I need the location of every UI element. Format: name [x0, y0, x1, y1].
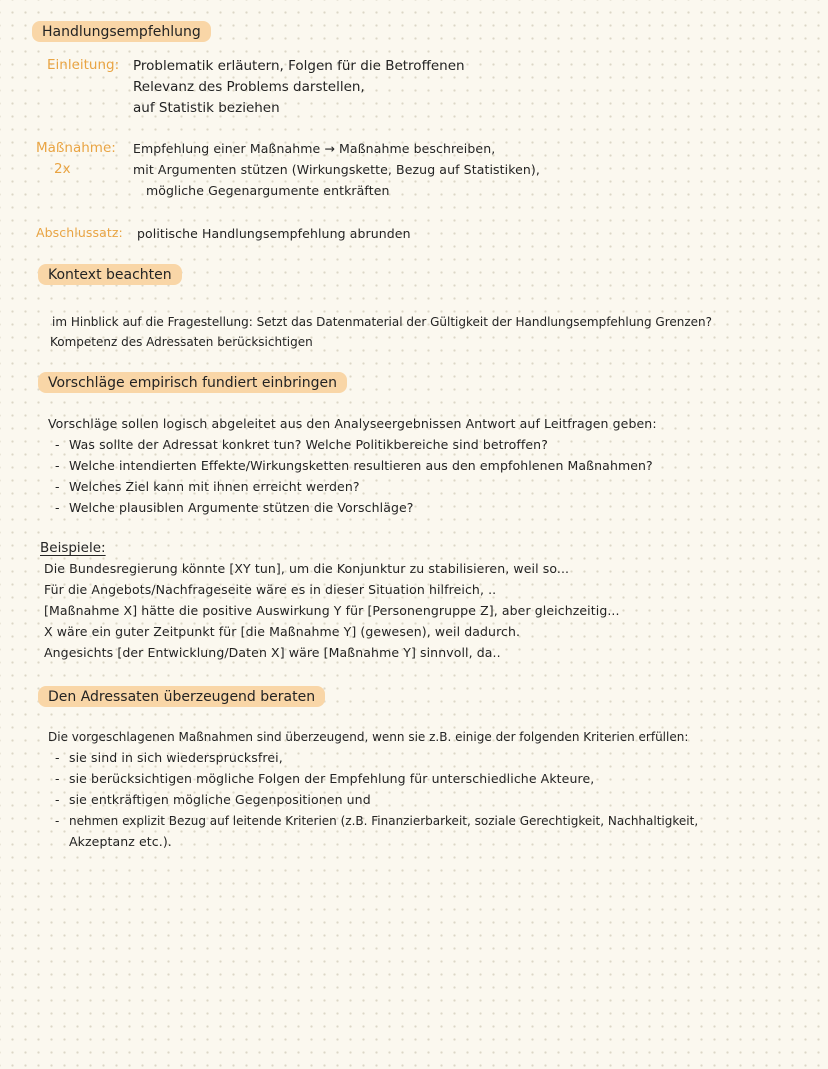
massnahme-line-2: mit Argumenten stützen (Wirkungskette, Bezug auf Statistiken), — [133, 162, 540, 177]
beraten-item-4-continuation: Akzeptanz etc.). — [69, 834, 172, 849]
massnahme-line-3: mögliche Gegenargumente entkräften — [146, 183, 390, 198]
beispiel-line-5: Angesichts [der Entwicklung/Daten X] wäre [Maßnahme Y] sinnvoll, da.. — [44, 645, 501, 660]
main-heading: Handlungsempfehlung — [32, 21, 211, 42]
vorschlaege-item-1: - Was sollte der Adressat konkret tun? Welche Politikbereiche sind betroffen? — [55, 437, 548, 452]
label-einleitung: Einleitung: — [47, 57, 120, 73]
vorschlaege-item-2: - Welche intendierten Effekte/Wirkungsketten resultieren aus den empfohlenen Maßnahmen? — [55, 458, 653, 473]
einleitung-line-3: auf Statistik beziehen — [133, 100, 280, 116]
vorschlaege-item-3: - Welches Ziel kann mit ihnen erreicht werden? — [55, 479, 360, 494]
vorschlaege-intro: Vorschläge sollen logisch abgeleitet aus den Analyseergebnissen Antwort auf Leitfragen geben: — [48, 416, 657, 431]
label-massnahme: Maßnahme: — [36, 140, 116, 156]
beraten-item-3: - sie entkräftigen mögliche Gegenpositionen und — [55, 792, 371, 807]
beraten-item-4: - nehmen explizit Bezug auf leitende Kriterien (z.B. Finanzierbarkeit, soziale Gerechtigkeit, Nachhaltigkeit, — [55, 814, 699, 828]
beraten-item-2: - sie berücksichtigen mögliche Folgen der Empfehlung für unterschiedliche Akteure, — [55, 771, 595, 786]
beispiel-line-2: Für die Angebots/Nachfrageseite wäre es in dieser Situation hilfreich, .. — [44, 582, 497, 597]
label-abschlusssatz: Abschlussatz: — [36, 225, 123, 240]
vorschlaege-item-4: - Welche plausiblen Argumente stützen die Vorschläge? — [55, 500, 414, 515]
beispiel-line-1: Die Bundesregierung könnte [XY tun], um die Konjunktur zu stabilisieren, weil so... — [44, 561, 570, 576]
einleitung-line-1: Problematik erläutern, Folgen für die Betroffenen — [133, 58, 465, 74]
beispiel-line-3: [Maßnahme X] hätte die positive Auswirkung Y für [Personengruppe Z], aber gleichzeitig... — [44, 603, 620, 618]
beispiel-line-4: X wäre ein guter Zeitpunkt für [die Maßnahme Y] (gewesen), weil dadurch. — [44, 624, 521, 639]
kontext-line-1: im Hinblick auf die Fragestellung: Setzt das Datenmaterial der Gültigkeit der Handlungsempfehlung Grenzen? — [52, 315, 713, 329]
heading-vorschlaege: Vorschläge empirisch fundiert einbringen — [38, 372, 347, 393]
kontext-line-2: Kompetenz des Adressaten berücksichtigen — [50, 335, 313, 349]
einleitung-line-2: Relevanz des Problems darstellen, — [133, 79, 365, 95]
heading-beraten: Den Adressaten überzeugend beraten — [38, 686, 325, 707]
heading-kontext: Kontext beachten — [38, 264, 182, 285]
heading-beispiele: Beispiele: — [40, 540, 106, 556]
beraten-intro: Die vorgeschlagenen Maßnahmen sind überzeugend, wenn sie z.B. einige der folgenden Kriterien erfüllen: — [48, 730, 689, 744]
beraten-item-1: - sie sind in sich wiedersprucksfrei, — [55, 750, 283, 765]
abschlusssatz-text: politische Handlungsempfehlung abrunden — [137, 226, 411, 241]
label-massnahme-count: 2x — [54, 161, 71, 177]
massnahme-line-1: Empfehlung einer Maßnahme → Maßnahme beschreiben, — [133, 141, 496, 156]
